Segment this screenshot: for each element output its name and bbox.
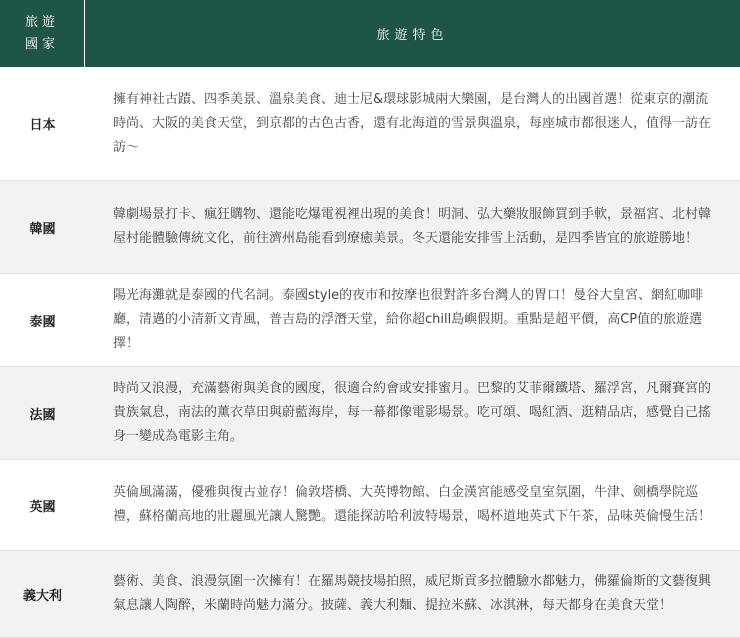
feature-cell: 英倫風滿滿，優雅與復古並存！倫敦塔橋、大英博物館、白金漢宮能感受皇室氛圍，牛津、劍橋學院巡禮，蘇格蘭高地的壯麗風光讓人驚艷。還能探訪哈利波特場景，喝杯道地英式下午茶，品味英倫慢生活！ <box>113 485 712 524</box>
header-country-line1: 旅遊 <box>24 14 59 30</box>
feature-cell: 韓劇場景打卡、瘋狂購物、還能吃爆電視裡出現的美食！明洞、弘大藥妝服飾買到手軟，景福宮、北村韓屋村能體驗傳統文化，前往濟州島能看到療癒美景。冬天還能安排雪上活動，是四季皆宜的旅遊勝地！ <box>113 207 712 246</box>
feature-cell: 陽光海灘就是泰國的代名詞。泰國style的夜市和按摩也很對許多台灣人的胃口！曼谷大皇宮、網紅咖啡廳，清邁的小清新文青風，普吉島的浮潛天堂，給你超chill島嶼假期。重點是超平價，高CP值的旅遊選擇！ <box>113 288 704 351</box>
country-cell: 泰國 <box>29 314 56 330</box>
header-country-line2: 國家 <box>24 36 59 52</box>
table-header <box>0 0 740 67</box>
table-row <box>0 460 740 551</box>
table-row <box>0 367 740 460</box>
table-row <box>0 181 740 274</box>
feature-cell: 時尚又浪漫，充滿藝術與美食的國度，很適合約會或安排蜜月。巴黎的艾菲爾鐵塔、羅浮宮，凡爾賽宮的貴族氣息，南法的薰衣草田與蔚藍海岸，每一幕都像電影場景。吃可頌、喝紅酒、逛精品店，感覺自己搖身一變成為電影主角。 <box>113 381 712 444</box>
table-row <box>0 551 740 638</box>
country-cell: 義大利 <box>22 588 62 604</box>
table-row <box>0 67 740 181</box>
country-cell: 日本 <box>29 118 56 133</box>
feature-cell: 藝術、美食、浪漫氛圍一次擁有！在羅馬競技場拍照，威尼斯貢多拉體驗水都魅力，佛羅倫斯的文藝復興氣息讓人陶醉，米蘭時尚魅力滿分。披薩、義大利麵、提拉米蘇、冰淇淋，每天都身在美食天堂！ <box>113 574 712 613</box>
country-cell: 法國 <box>29 407 56 423</box>
country-cell: 韓國 <box>29 221 56 237</box>
header-country <box>0 0 85 67</box>
header-feature: 旅遊特色 <box>376 28 449 43</box>
country-cell: 英國 <box>29 499 56 515</box>
table-row <box>0 274 740 367</box>
feature-cell: 擁有神社古蹟、四季美景、溫泉美食、迪士尼&環球影城兩大樂園，是台灣人的出國首選！從東京的潮流時尚、大阪的美食天堂，到京都的古色古香，還有北海道的雪景與溫泉，每座城市都很迷人，值得一訪在訪～ <box>113 91 712 155</box>
